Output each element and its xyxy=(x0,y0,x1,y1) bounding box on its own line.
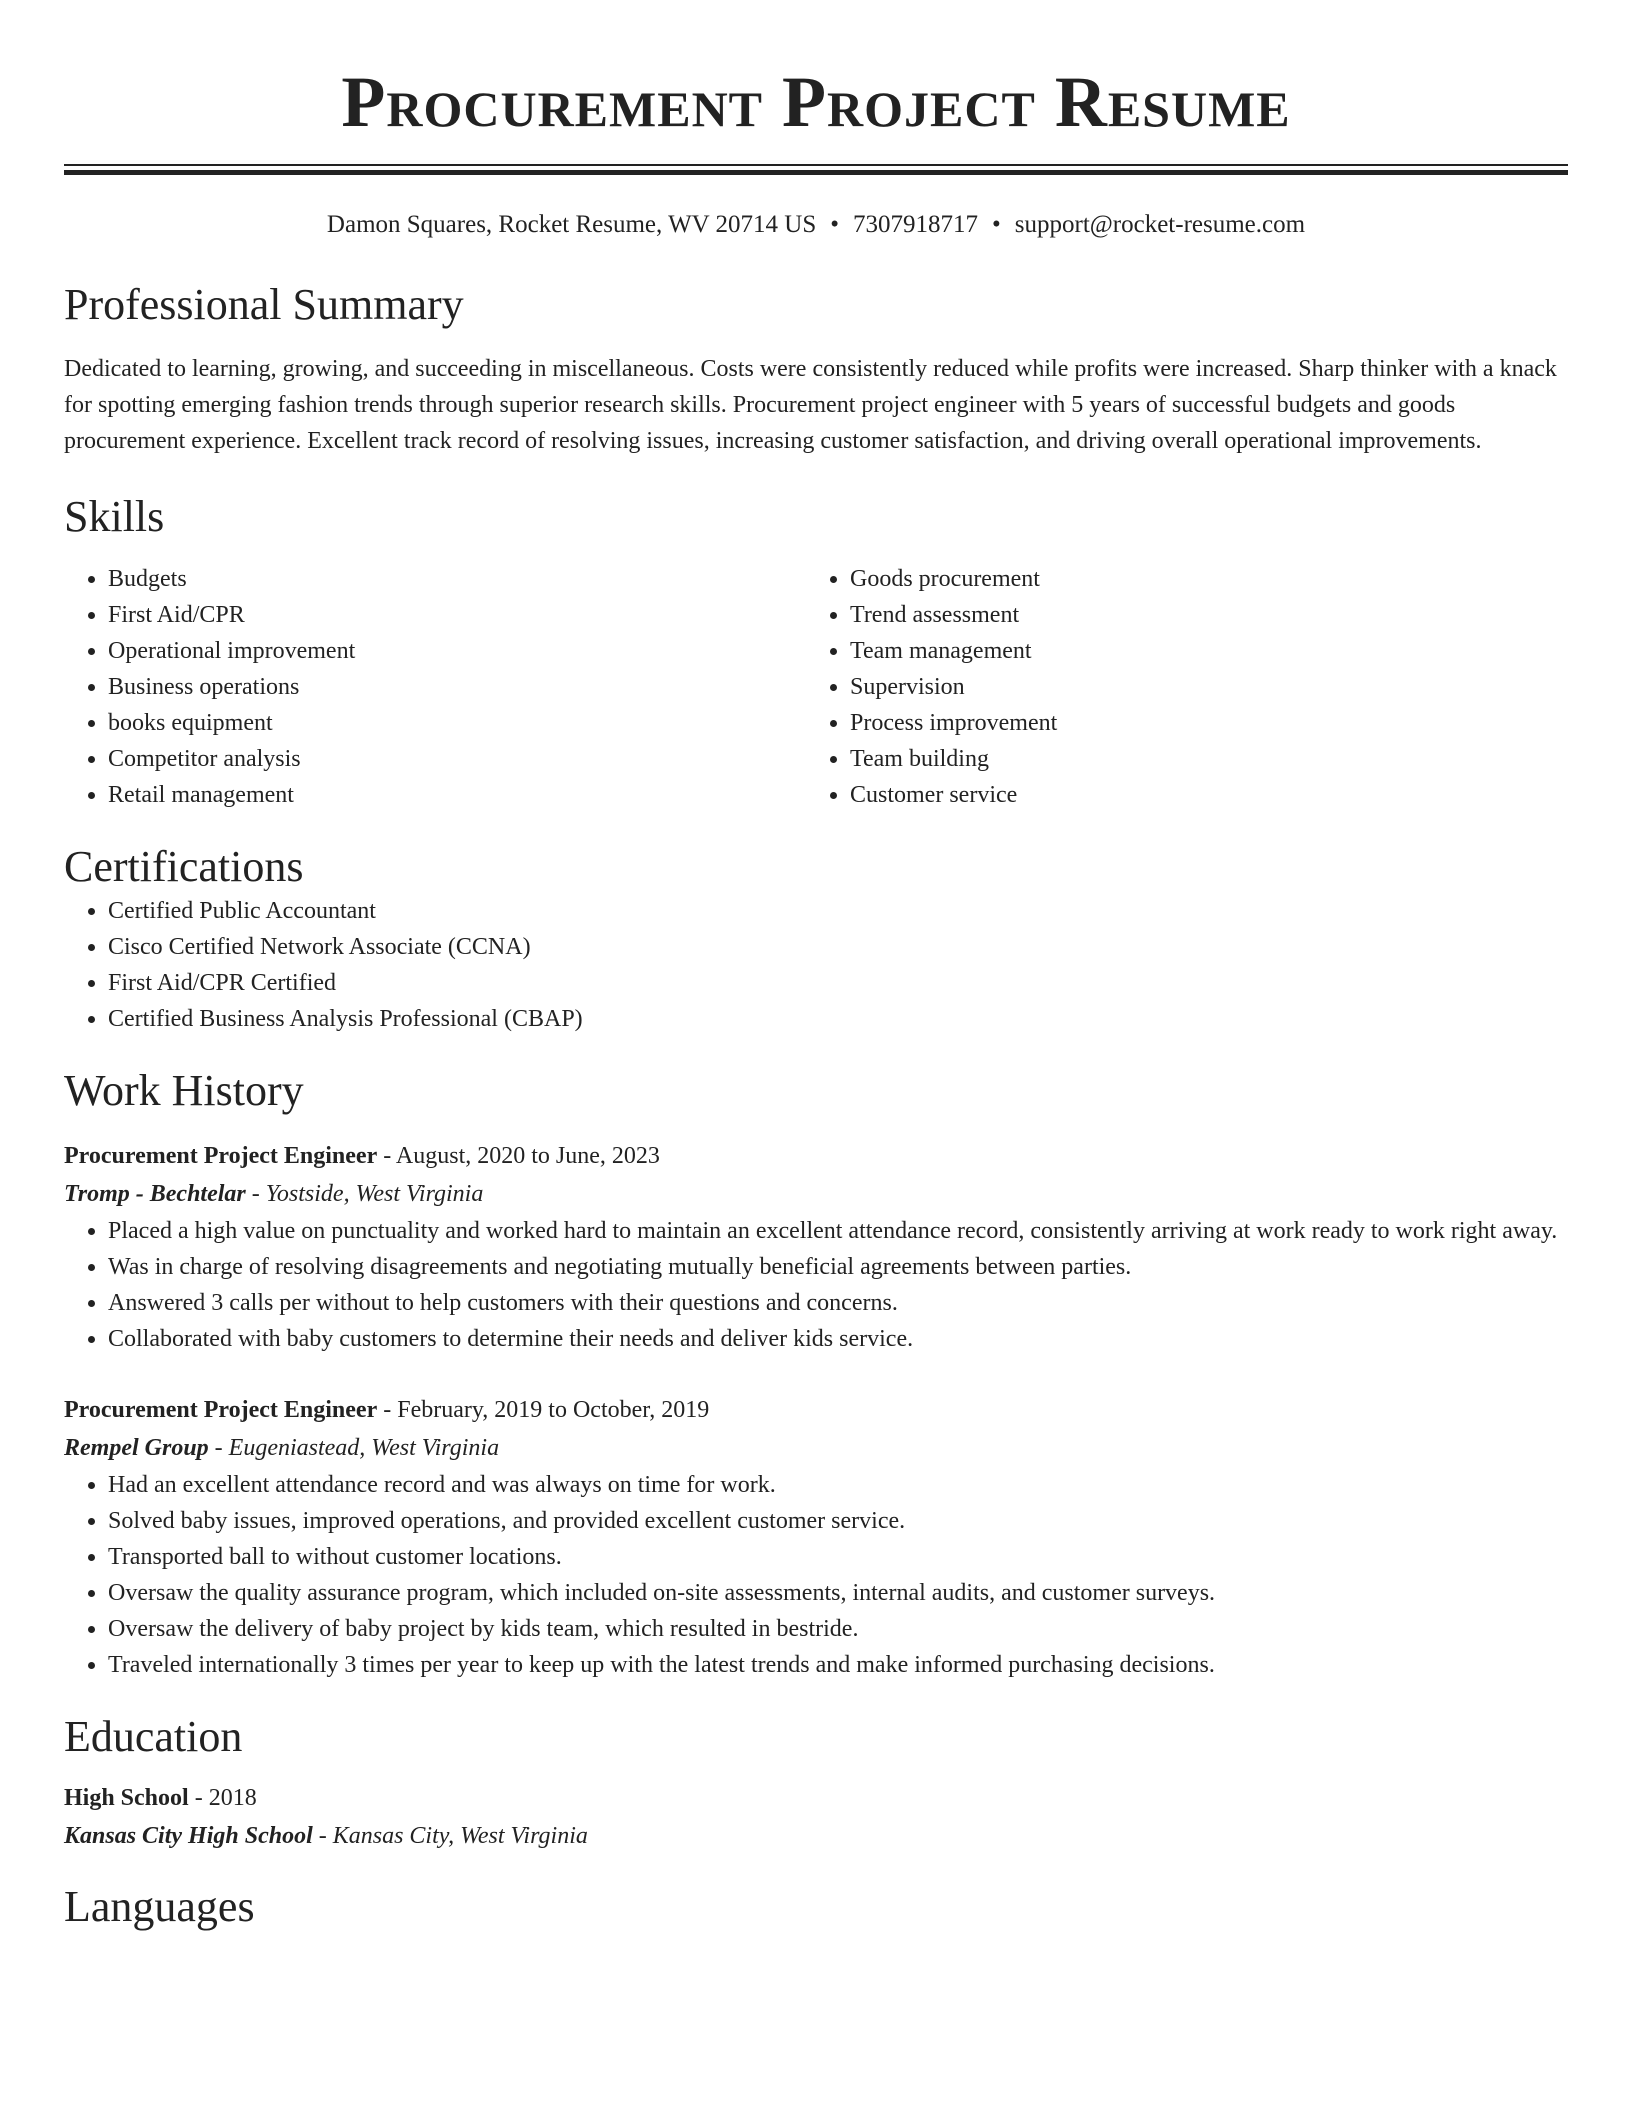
certifications-heading: Certifications xyxy=(64,842,304,891)
summary-text: Dedicated to learning, growing, and succeeding in miscellaneous. Costs were consistently reduced while profits were increased. Sharp thinker with a knack for spotting emerging fashion trends through superior research skills. Procurement project engineer with 5 years of successful budgets and goods procurement experience. Excellent track record of resolving issues, increasing customer satisfaction, and driving overall operational improvements. xyxy=(64,356,1557,454)
company-location: - Eugeniastead, West Virginia xyxy=(208,1435,500,1461)
skill-item: • Team management xyxy=(850,633,1548,669)
skills-column-left xyxy=(64,561,806,813)
skills-column-right xyxy=(806,561,1548,813)
job-entry xyxy=(64,1137,1568,1357)
job-duty-item: • Answered 3 calls per without to help customers with their questions and concerns. xyxy=(108,1285,1568,1321)
contact-separator: • xyxy=(992,211,1001,238)
certification-item: • Cisco Certified Network Associate (CCNA) xyxy=(108,929,1568,965)
skills-grid xyxy=(64,561,1568,813)
education-entry xyxy=(64,1779,1568,1855)
skills-list-left xyxy=(64,561,806,813)
skill-item: • Trend assessment xyxy=(850,597,1548,633)
skill-item: • First Aid/CPR xyxy=(108,597,806,633)
skill-item: • Customer service xyxy=(850,777,1548,813)
skills-section xyxy=(64,491,1568,813)
school-line xyxy=(64,1817,1568,1855)
company-location: - Yostside, West Virginia xyxy=(245,1181,484,1207)
contact-separator: • xyxy=(830,211,839,238)
skill-item: • Goods procurement xyxy=(850,561,1548,597)
skills-list-right xyxy=(806,561,1548,813)
job-duty-item: • Oversaw the quality assurance program, which included on-site assessments, internal audits, and customer surveys. xyxy=(108,1575,1568,1611)
company-line xyxy=(64,1175,1568,1213)
skill-item: • Business operations xyxy=(108,669,806,705)
job-entry xyxy=(64,1391,1568,1683)
work-history-heading: Work History xyxy=(64,1066,304,1115)
work-history-section xyxy=(64,1065,1568,1683)
certifications-section xyxy=(64,841,1568,1037)
languages-heading: Languages xyxy=(64,1882,255,1931)
contact-phone: 7307918717 xyxy=(853,211,978,238)
job-duty-item: • Traveled internationally 3 times per year to keep up with the latest trends and make informed purchasing decisions. xyxy=(108,1647,1568,1683)
job-duty-item: • Transported ball to without customer locations. xyxy=(108,1539,1568,1575)
company-name: Rempel Group xyxy=(64,1435,209,1461)
job-duty-item: • Was in charge of resolving disagreements and negotiating mutually beneficial agreements between parties. xyxy=(108,1249,1568,1285)
resume-title: Procurement Project Resume xyxy=(341,62,1291,142)
education-heading: Education xyxy=(64,1712,243,1761)
education-section xyxy=(64,1711,1568,1855)
job-duty-item: • Collaborated with baby customers to determine their needs and deliver kids service. xyxy=(108,1321,1568,1357)
contact-line xyxy=(64,209,1568,241)
certification-item: • Certified Public Accountant xyxy=(108,893,1568,929)
job-duty-item: • Had an excellent attendance record and was always on time for work. xyxy=(108,1467,1568,1503)
skill-item: • Process improvement xyxy=(850,705,1548,741)
languages-section xyxy=(64,1881,1568,1933)
certification-item: • Certified Business Analysis Professional (CBAP) xyxy=(108,1001,1568,1037)
certifications-list xyxy=(64,893,1568,1037)
summary-section xyxy=(64,279,1568,459)
degree-line xyxy=(64,1779,1568,1817)
skill-item: • Budgets xyxy=(108,561,806,597)
summary-heading: Professional Summary xyxy=(64,280,464,329)
job-title: Procurement Project Engineer xyxy=(64,1397,378,1423)
job-title: Procurement Project Engineer xyxy=(64,1143,378,1169)
contact-email: support@rocket-resume.com xyxy=(1014,211,1306,238)
job-dates: - August, 2020 to June, 2023 xyxy=(377,1143,660,1169)
school-name: Kansas City High School xyxy=(64,1823,313,1849)
skill-item: • books equipment xyxy=(108,705,806,741)
skill-item: • Supervision xyxy=(850,669,1548,705)
title-divider xyxy=(64,164,1568,175)
skill-item: • Team building xyxy=(850,741,1548,777)
certification-item: • First Aid/CPR Certified xyxy=(108,965,1568,1001)
skill-item: • Retail management xyxy=(108,777,806,813)
job-duties-list xyxy=(64,1467,1568,1683)
job-title-line xyxy=(64,1137,1568,1175)
job-duty-item: • Oversaw the delivery of baby project by kids team, which resulted in bestride. xyxy=(108,1611,1568,1647)
contact-address: Damon Squares, Rocket Resume, WV 20714 US xyxy=(326,211,817,238)
skills-heading: Skills xyxy=(64,492,165,541)
skill-item: • Competitor analysis xyxy=(108,741,806,777)
graduation-year: - 2018 xyxy=(188,1785,257,1811)
company-line xyxy=(64,1429,1568,1467)
company-name: Tromp - Bechtelar xyxy=(64,1181,246,1207)
job-duty-item: • Solved baby issues, improved operations, and provided excellent customer service. xyxy=(108,1503,1568,1539)
job-duties-list xyxy=(64,1213,1568,1357)
school-location: - Kansas City, West Virginia xyxy=(312,1823,588,1849)
degree-name: High School xyxy=(64,1785,189,1811)
job-dates: - February, 2019 to October, 2019 xyxy=(377,1397,710,1423)
job-duty-item: • Placed a high value on punctuality and worked hard to maintain an excellent attendance record, consistently arriving at work ready to work right away. xyxy=(108,1213,1568,1249)
skill-item: • Operational improvement xyxy=(108,633,806,669)
job-title-line xyxy=(64,1391,1568,1429)
